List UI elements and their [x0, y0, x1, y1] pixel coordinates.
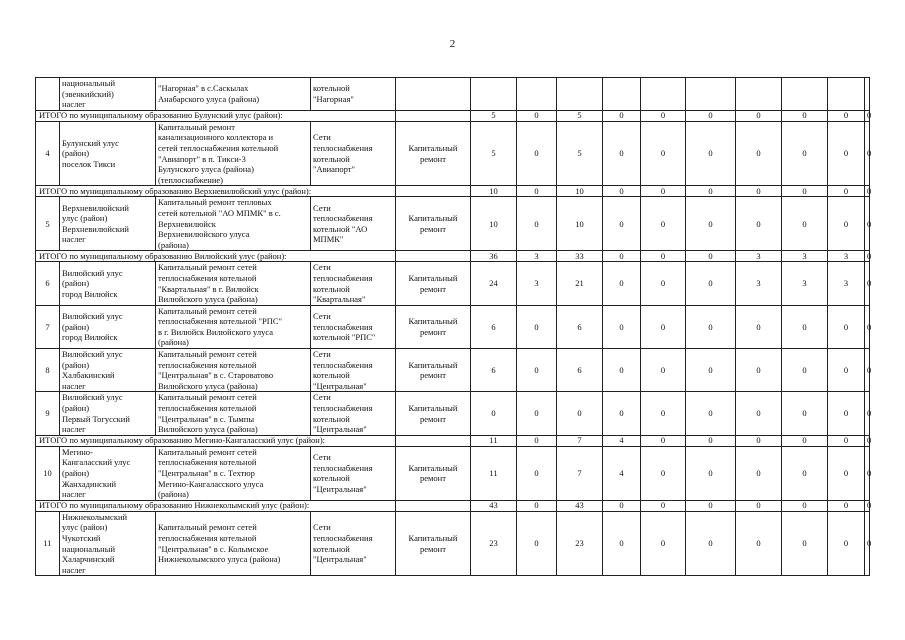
- value-cell: 21: [557, 262, 603, 305]
- value-cell: 0: [641, 110, 686, 121]
- value-cell: 0: [517, 511, 557, 576]
- value-cell: [641, 78, 686, 111]
- row-number: 7: [36, 305, 60, 348]
- value-cell: 23: [557, 511, 603, 576]
- value-cell: 0: [828, 500, 865, 511]
- object-cell: Сети теплоснабжения котельной "АО МПМК": [311, 197, 396, 251]
- row-number: 9: [36, 392, 60, 435]
- value-cell: 0: [686, 251, 736, 262]
- municipality-cell: Нижнеколымский улус (район) Чукотский национальный Халарчинский наслег: [60, 511, 156, 576]
- value-cell: 0: [828, 511, 865, 576]
- table-row: [36, 446, 870, 500]
- value-cell: 0: [517, 435, 557, 446]
- value-cell: 5: [557, 110, 603, 121]
- value-cell: 6: [471, 349, 517, 392]
- value-cell: 7: [557, 435, 603, 446]
- value-cell: 0: [641, 500, 686, 511]
- value-cell: 36: [471, 251, 517, 262]
- municipality-cell: Мегино- Кангаласский улус (район) Жанхадинский наслег: [60, 446, 156, 500]
- value-cell: 0: [782, 392, 828, 435]
- value-cell: 0: [517, 392, 557, 435]
- total-label: ИТОГО по муниципальному образованию Булунский улус (район):: [36, 110, 396, 121]
- total-label: ИТОГО по муниципальному образованию Верхневилюйский улус (район):: [36, 186, 396, 197]
- value-cell: 6: [557, 305, 603, 348]
- value-cell: 0: [603, 511, 641, 576]
- municipality-cell: Вилюйский улус (район) город Вилюйск: [60, 262, 156, 305]
- object-cell: Сети теплоснабжения котельной "Авиапорт": [311, 121, 396, 186]
- value-cell: 0: [782, 197, 828, 251]
- table-row: [36, 197, 870, 251]
- value-cell: 3: [782, 251, 828, 262]
- value-cell: 0: [736, 511, 782, 576]
- table-row: [36, 262, 870, 305]
- value-cell: 0: [517, 349, 557, 392]
- project-cell: Капитальный ремонт сетей теплоснабжения котельной "Центральная" в с. Староватово Вилюйского улуса (района): [156, 349, 311, 392]
- value-cell: [603, 78, 641, 111]
- value-cell: 0: [782, 186, 828, 197]
- value-cell: 0: [641, 511, 686, 576]
- row-number: 10: [36, 446, 60, 500]
- value-cell: 0: [603, 500, 641, 511]
- value-cell: 0: [641, 392, 686, 435]
- value-cell: 0: [471, 392, 517, 435]
- table-row: [36, 511, 870, 576]
- value-cell: [736, 78, 782, 111]
- project-cell: Капитальный ремонт сетей теплоснабжения котельной "Центральная" в с. Колымское Нижнеколымского улуса (района): [156, 511, 311, 576]
- object-cell: Сети теплоснабжения котельной "Центральная": [311, 511, 396, 576]
- municipality-cell: Булунский улус (район) поселок Тикси: [60, 121, 156, 186]
- value-cell: 6: [471, 305, 517, 348]
- value-cell: [471, 78, 517, 111]
- value-cell: 0: [828, 186, 865, 197]
- value-cell: 0: [736, 435, 782, 446]
- row-number: 5: [36, 197, 60, 251]
- project-cell: Капитальный ремонт сетей теплоснабжения котельной "Квартальная" в г. Вилюйск Вилюйского улуса (района): [156, 262, 311, 305]
- work-type-cell: Капитальный ремонт: [396, 392, 471, 435]
- value-cell: 10: [471, 186, 517, 197]
- value-cell: 0: [828, 392, 865, 435]
- value-cell: 0: [686, 262, 736, 305]
- value-cell: 0: [736, 500, 782, 511]
- object-cell: Сети теплоснабжения котельной "Центральная": [311, 446, 396, 500]
- object-cell: Сети теплоснабжения котельной "Центральная": [311, 392, 396, 435]
- value-cell: 24: [471, 262, 517, 305]
- value-cell: 0: [828, 121, 865, 186]
- value-cell: 0: [865, 251, 870, 262]
- value-cell: 0: [641, 251, 686, 262]
- value-cell: 0: [603, 121, 641, 186]
- value-cell: 0: [641, 446, 686, 500]
- total-row: [36, 186, 870, 197]
- value-cell: 11: [471, 446, 517, 500]
- value-cell: 0: [517, 110, 557, 121]
- row-number: 8: [36, 349, 60, 392]
- table-row: [36, 78, 870, 111]
- value-cell: 3: [736, 251, 782, 262]
- value-cell: 0: [782, 349, 828, 392]
- value-cell: 0: [736, 349, 782, 392]
- value-cell: [865, 78, 870, 111]
- work-type-cell: Капитальный ремонт: [396, 349, 471, 392]
- value-cell: 0: [782, 110, 828, 121]
- value-cell: 0: [641, 435, 686, 446]
- page-number: 2: [449, 38, 456, 50]
- value-cell: 0: [828, 349, 865, 392]
- project-cell: Капитальный ремонт сетей теплоснабжения котельной "Центральная" в с. Тымпы Вилюйского улуса (района): [156, 392, 311, 435]
- project-cell: "Нагорная" в с.Саскылах Анабарского улуса (района): [156, 78, 311, 111]
- value-cell: [557, 78, 603, 111]
- value-cell: 0: [686, 435, 736, 446]
- value-cell: 0: [557, 392, 603, 435]
- row-number: [36, 78, 60, 111]
- value-cell: [782, 78, 828, 111]
- value-cell: 0: [736, 186, 782, 197]
- work-type-cell: Капитальный ремонт: [396, 305, 471, 348]
- value-cell: 0: [686, 446, 736, 500]
- value-cell: 0: [517, 197, 557, 251]
- total-row: [36, 251, 870, 262]
- value-cell: 4: [603, 435, 641, 446]
- value-cell: 3: [828, 251, 865, 262]
- value-cell: 0: [641, 349, 686, 392]
- value-cell: 0: [686, 197, 736, 251]
- value-cell: 0: [782, 446, 828, 500]
- value-cell: 0: [865, 197, 870, 251]
- value-cell: 0: [736, 392, 782, 435]
- value-cell: 0: [517, 121, 557, 186]
- row-number: 6: [36, 262, 60, 305]
- value-cell: 0: [782, 511, 828, 576]
- total-row: [36, 435, 870, 446]
- municipality-cell: национальный (эвенкийский) наслег: [60, 78, 156, 111]
- work-type-cell: Капитальный ремонт: [396, 262, 471, 305]
- value-cell: 0: [686, 392, 736, 435]
- total-label: ИТОГО по муниципальному образованию Мегино-Кангаласский улус (район):: [36, 435, 396, 446]
- value-cell: 0: [603, 349, 641, 392]
- value-cell: 0: [865, 511, 870, 576]
- municipality-cell: Вилюйский улус (район) город Вилюйск: [60, 305, 156, 348]
- total-blank-cell: [396, 500, 471, 511]
- work-type-cell: Капитальный ремонт: [396, 197, 471, 251]
- value-cell: 4: [603, 446, 641, 500]
- value-cell: 0: [828, 110, 865, 121]
- value-cell: 0: [603, 186, 641, 197]
- work-type-cell: Капитальный ремонт: [396, 121, 471, 186]
- value-cell: [828, 78, 865, 111]
- value-cell: 0: [686, 349, 736, 392]
- value-cell: 0: [686, 186, 736, 197]
- value-cell: 0: [828, 197, 865, 251]
- value-cell: 0: [828, 435, 865, 446]
- total-label: ИТОГО по муниципальному образованию Вилюйский улус (район):: [36, 251, 396, 262]
- row-number: 11: [36, 511, 60, 576]
- value-cell: 0: [782, 500, 828, 511]
- value-cell: 0: [782, 121, 828, 186]
- value-cell: 0: [736, 110, 782, 121]
- work-type-cell: [396, 78, 471, 111]
- value-cell: 6: [557, 349, 603, 392]
- total-row: [36, 110, 870, 121]
- value-cell: 0: [865, 121, 870, 186]
- row-number: 4: [36, 121, 60, 186]
- total-blank-cell: [396, 186, 471, 197]
- total-blank-cell: [396, 110, 471, 121]
- value-cell: [517, 78, 557, 111]
- value-cell: 10: [471, 197, 517, 251]
- value-cell: 10: [557, 197, 603, 251]
- program-table: [35, 77, 870, 576]
- project-cell: Капитальный ремонт тепловых сетей котельной "АО МПМК" в с. Верхневилюйск Верхневилюйского улуса (района): [156, 197, 311, 251]
- value-cell: 0: [686, 121, 736, 186]
- value-cell: [686, 78, 736, 111]
- value-cell: 3: [736, 262, 782, 305]
- value-cell: 0: [517, 500, 557, 511]
- work-type-cell: Капитальный ремонт: [396, 446, 471, 500]
- value-cell: 0: [517, 446, 557, 500]
- total-label: ИТОГО по муниципальному образованию Нижнеколымский улус (район):: [36, 500, 396, 511]
- value-cell: 0: [603, 305, 641, 348]
- value-cell: 43: [557, 500, 603, 511]
- value-cell: 0: [828, 446, 865, 500]
- value-cell: 0: [686, 511, 736, 576]
- table-row: [36, 349, 870, 392]
- object-cell: Сети теплоснабжения котельной "Центральная": [311, 349, 396, 392]
- value-cell: 5: [471, 121, 517, 186]
- value-cell: 0: [517, 305, 557, 348]
- value-cell: 0: [782, 305, 828, 348]
- value-cell: 0: [736, 305, 782, 348]
- value-cell: 0: [736, 121, 782, 186]
- value-cell: 3: [517, 251, 557, 262]
- value-cell: 3: [517, 262, 557, 305]
- table-row: [36, 392, 870, 435]
- project-cell: Капитальный ремонт канализационного коллектора и сетей теплоснабжения котельной "Авиапорт" в п. Тикси-3 Булунского улуса (района) (теплоснабжение): [156, 121, 311, 186]
- total-blank-cell: [396, 435, 471, 446]
- value-cell: 0: [603, 197, 641, 251]
- work-type-cell: Капитальный ремонт: [396, 511, 471, 576]
- object-cell: Сети теплоснабжения котельной "Квартальная": [311, 262, 396, 305]
- table-row: [36, 121, 870, 186]
- value-cell: 0: [865, 392, 870, 435]
- value-cell: 0: [865, 262, 870, 305]
- object-cell: котельной "Нагорная": [311, 78, 396, 111]
- value-cell: 0: [603, 262, 641, 305]
- value-cell: 0: [828, 305, 865, 348]
- value-cell: 3: [782, 262, 828, 305]
- value-cell: 0: [517, 186, 557, 197]
- value-cell: 0: [686, 110, 736, 121]
- project-cell: Капитальный ремонт сетей теплоснабжения котельной "Центральная" в с. Техтюр Мегино-Кангаласского улуса (района): [156, 446, 311, 500]
- value-cell: 0: [641, 305, 686, 348]
- value-cell: 11: [471, 435, 517, 446]
- value-cell: 10: [557, 186, 603, 197]
- value-cell: 0: [641, 121, 686, 186]
- value-cell: 0: [865, 305, 870, 348]
- value-cell: 0: [736, 446, 782, 500]
- value-cell: 0: [736, 197, 782, 251]
- value-cell: 0: [782, 435, 828, 446]
- value-cell: 5: [557, 121, 603, 186]
- value-cell: 5: [471, 110, 517, 121]
- value-cell: 0: [865, 186, 870, 197]
- value-cell: 0: [603, 110, 641, 121]
- value-cell: 0: [686, 500, 736, 511]
- value-cell: 0: [641, 186, 686, 197]
- total-blank-cell: [396, 251, 471, 262]
- total-row: [36, 500, 870, 511]
- value-cell: 0: [865, 435, 870, 446]
- municipality-cell: Верхневилюйский улус (район) Верхневилюйский наслег: [60, 197, 156, 251]
- municipality-cell: Вилюйский улус (район) Первый Тогусский наслег: [60, 392, 156, 435]
- value-cell: 0: [603, 392, 641, 435]
- value-cell: 0: [865, 110, 870, 121]
- object-cell: Сети теплоснабжения котельной "РПС": [311, 305, 396, 348]
- value-cell: 0: [641, 197, 686, 251]
- value-cell: 7: [557, 446, 603, 500]
- value-cell: 0: [603, 251, 641, 262]
- table-row: [36, 305, 870, 348]
- value-cell: 3: [828, 262, 865, 305]
- value-cell: 43: [471, 500, 517, 511]
- value-cell: 0: [865, 349, 870, 392]
- value-cell: 0: [686, 305, 736, 348]
- value-cell: 33: [557, 251, 603, 262]
- project-cell: Капитальный ремонт сетей теплоснабжения котельной "РПС" в г. Вилюйск Вилюйского улуса (района): [156, 305, 311, 348]
- value-cell: 0: [641, 262, 686, 305]
- municipality-cell: Вилюйский улус (район) Халбакинский наслег: [60, 349, 156, 392]
- value-cell: 23: [471, 511, 517, 576]
- value-cell: 0: [865, 500, 870, 511]
- value-cell: 0: [865, 446, 870, 500]
